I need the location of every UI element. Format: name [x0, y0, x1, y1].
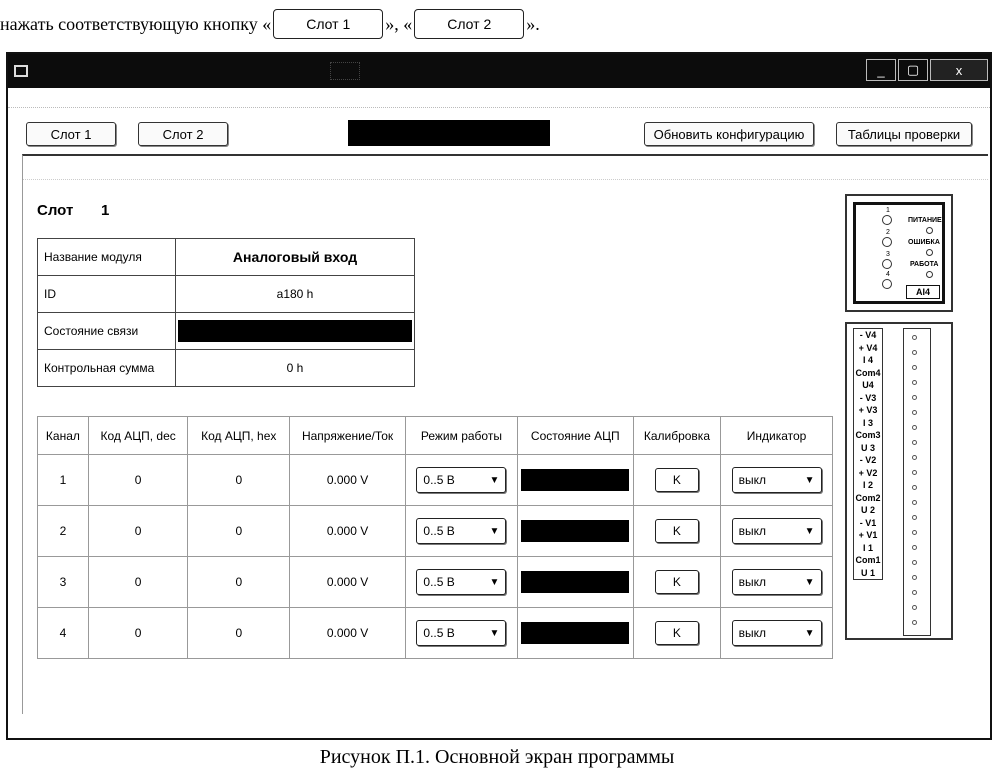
col-header: Напряжение/Ток	[290, 417, 406, 455]
intro-mid: », «	[385, 13, 413, 34]
voltage: 0.000 V	[290, 608, 406, 659]
tab-strip	[23, 156, 988, 180]
mode-select[interactable]	[416, 620, 506, 646]
screw-icon	[912, 425, 917, 430]
adc-state-cell	[517, 506, 633, 557]
chevron-down-icon: ▼	[804, 576, 815, 588]
channel-number: 3	[38, 557, 89, 608]
mode-value: 0..5 В	[423, 626, 455, 640]
calibration-cell	[633, 455, 720, 506]
col-header: Режим работы	[406, 417, 518, 455]
col-header: Код АЦП, dec	[88, 417, 188, 455]
led-icon	[882, 237, 892, 247]
mode-value: 0..5 В	[423, 524, 455, 538]
mode-select[interactable]	[416, 518, 506, 544]
terminal-label: + V4	[858, 342, 878, 353]
work-led-icon	[926, 271, 933, 278]
adc-state-indicator	[521, 469, 629, 491]
terminal-label: U 2	[860, 505, 875, 515]
intro-before: нажать соответствующую кнопку «	[0, 13, 272, 34]
adc-hex: 0	[188, 557, 290, 608]
channel-number: 4	[38, 608, 89, 659]
module-front-image	[845, 194, 953, 312]
app-icon	[14, 65, 28, 77]
led-number: 3	[886, 251, 890, 258]
screw-icon	[912, 545, 917, 550]
terminal-label: I 4	[862, 355, 873, 365]
led-number: 1	[886, 207, 890, 214]
screw-icon	[912, 335, 917, 340]
slot-number: 1	[101, 202, 110, 219]
terminal-label: - V1	[859, 517, 877, 528]
intro-slot2-button: Слот 2	[414, 9, 524, 39]
adc-state-cell	[517, 455, 633, 506]
screw-icon	[912, 560, 917, 565]
adc-dec: 0	[88, 608, 188, 659]
adc-hex: 0	[188, 455, 290, 506]
refresh-config-button[interactable]: Обновить конфигурацию	[644, 122, 814, 146]
table-row	[38, 276, 415, 313]
title-center-icon	[330, 62, 360, 80]
table-row	[38, 313, 415, 350]
terminal-label: U 1	[860, 567, 875, 578]
led-icon	[882, 215, 892, 225]
table-row	[38, 557, 833, 608]
info-key: Контрольная сумма	[38, 350, 176, 387]
maximize-button[interactable]: ▢	[898, 59, 928, 81]
link-status-cell	[176, 313, 415, 350]
channel-number: 2	[38, 506, 89, 557]
adc-dec: 0	[88, 506, 188, 557]
indicator-value: выкл	[738, 473, 766, 487]
slot-label: Слот	[37, 202, 74, 219]
screw-icon	[912, 590, 917, 595]
table-row	[38, 608, 833, 659]
screw-icon	[912, 515, 917, 520]
indicator-cell	[721, 557, 833, 608]
chevron-down-icon: ▼	[489, 525, 500, 537]
terminal-screws	[903, 328, 931, 636]
slot1-button[interactable]: Слот 1	[26, 122, 116, 146]
terminal-label: + V3	[858, 405, 878, 415]
module-type-label: AI4	[906, 285, 940, 299]
col-header: Состояние АЦП	[517, 417, 633, 455]
calibrate-button[interactable]: K	[655, 621, 699, 645]
table-row	[38, 506, 833, 557]
menu-bar	[8, 88, 990, 108]
title-bar	[8, 54, 990, 88]
screw-icon	[912, 530, 917, 535]
mode-select[interactable]	[416, 467, 506, 493]
info-key: Название модуля	[38, 239, 176, 276]
adc-state-indicator	[521, 622, 629, 644]
error-label: ОШИБКА	[908, 239, 940, 246]
indicator-select[interactable]	[732, 620, 822, 646]
link-status-indicator	[178, 320, 412, 342]
voltage: 0.000 V	[290, 506, 406, 557]
calibration-cell	[633, 557, 720, 608]
screw-icon	[912, 365, 917, 370]
mode-cell	[406, 557, 518, 608]
screw-icon	[912, 485, 917, 490]
indicator-select[interactable]	[732, 518, 822, 544]
screw-icon	[912, 350, 917, 355]
minimize-button[interactable]: _	[866, 59, 896, 81]
terminal-label: Com1	[855, 555, 881, 565]
indicator-cell	[721, 455, 833, 506]
mode-cell	[406, 455, 518, 506]
calibrate-button[interactable]: K	[655, 570, 699, 594]
work-label: РАБОТА	[910, 261, 939, 268]
info-value: 0 h	[176, 350, 415, 387]
table-header-row	[38, 417, 833, 455]
terminal-block-image	[845, 322, 953, 640]
led-icon	[882, 279, 892, 289]
info-value: Аналоговый вход	[176, 239, 415, 276]
intro-text	[0, 6, 760, 42]
screw-icon	[912, 440, 917, 445]
calibrate-button[interactable]: K	[655, 519, 699, 543]
indicator-select[interactable]	[732, 569, 822, 595]
screw-icon	[912, 380, 917, 385]
adc-dec: 0	[88, 455, 188, 506]
adc-dec: 0	[88, 557, 188, 608]
terminal-label: I 2	[862, 480, 873, 490]
terminal-label: - V2	[859, 455, 877, 465]
terminal-label: Com3	[855, 430, 881, 440]
screw-icon	[912, 470, 917, 475]
calibration-cell	[633, 608, 720, 659]
adc-hex: 0	[188, 506, 290, 557]
terminal-label: I 3	[862, 417, 873, 428]
check-tables-button[interactable]: Таблицы проверки	[836, 122, 972, 146]
figure-caption: Рисунок П.1. Основной экран программы	[319, 746, 675, 768]
info-key: Состояние связи	[38, 313, 176, 350]
close-button[interactable]: x	[930, 59, 988, 81]
terminal-label: - V3	[859, 392, 877, 403]
screw-icon	[912, 395, 917, 400]
channels-table	[37, 416, 833, 659]
module-info-table	[37, 238, 415, 387]
chevron-down-icon: ▼	[804, 474, 815, 486]
screw-icon	[912, 410, 917, 415]
terminal-label: Com4	[855, 367, 881, 378]
screw-icon	[912, 605, 917, 610]
intro-slot1-button: Слот 1	[273, 9, 383, 39]
voltage: 0.000 V	[290, 455, 406, 506]
screw-icon	[912, 620, 917, 625]
screw-icon	[912, 575, 917, 580]
mode-select[interactable]	[416, 569, 506, 595]
calibrate-button[interactable]: K	[655, 468, 699, 492]
indicator-value: выкл	[738, 524, 766, 538]
adc-state-indicator	[521, 520, 629, 542]
chevron-down-icon: ▼	[804, 627, 815, 639]
col-header: Код АЦП, hex	[188, 417, 290, 455]
calibration-cell	[633, 506, 720, 557]
indicator-cell	[721, 608, 833, 659]
channel-number: 1	[38, 455, 89, 506]
power-label: ПИТАНИЕ	[908, 217, 942, 224]
terminal-label: + V1	[858, 530, 878, 540]
terminal-label: + V2	[858, 467, 878, 478]
terminal-label: I 1	[862, 542, 873, 553]
module-face	[853, 202, 945, 304]
indicator-select[interactable]	[732, 467, 822, 493]
mode-value: 0..5 В	[423, 473, 455, 487]
terminal-label: U4	[862, 380, 874, 390]
indicator-cell	[721, 506, 833, 557]
power-led-icon	[926, 227, 933, 234]
voltage: 0.000 V	[290, 557, 406, 608]
app-window	[6, 52, 992, 740]
table-row	[38, 350, 415, 387]
info-value: a180 h	[176, 276, 415, 313]
terminal-labels	[853, 328, 883, 580]
led-number: 2	[886, 229, 890, 236]
error-led-icon	[926, 249, 933, 256]
screw-icon	[912, 455, 917, 460]
terminal-label: U 3	[860, 442, 875, 453]
col-header: Канал	[38, 417, 89, 455]
screw-icon	[912, 500, 917, 505]
chevron-down-icon: ▼	[489, 576, 500, 588]
chevron-down-icon: ▼	[489, 627, 500, 639]
terminal-label: Com2	[855, 492, 881, 503]
indicator-value: выкл	[738, 575, 766, 589]
table-row	[38, 455, 833, 506]
slot2-button[interactable]: Слот 2	[138, 122, 228, 146]
table-row	[38, 239, 415, 276]
mode-value: 0..5 В	[423, 575, 455, 589]
mode-cell	[406, 506, 518, 557]
col-header: Индикатор	[721, 417, 833, 455]
adc-state-cell	[517, 557, 633, 608]
terminal-label: - V4	[859, 330, 877, 340]
info-key: ID	[38, 276, 176, 313]
intro-after: ».	[526, 13, 540, 34]
col-header: Калибровка	[633, 417, 720, 455]
chevron-down-icon: ▼	[804, 525, 815, 537]
adc-state-indicator	[521, 571, 629, 593]
chevron-down-icon: ▼	[489, 474, 500, 486]
slot-panel	[22, 154, 988, 714]
adc-hex: 0	[188, 608, 290, 659]
led-icon	[882, 259, 892, 269]
led-number: 4	[886, 271, 890, 278]
connection-status-bar	[348, 120, 550, 146]
mode-cell	[406, 608, 518, 659]
adc-state-cell	[517, 608, 633, 659]
indicator-value: выкл	[738, 626, 766, 640]
